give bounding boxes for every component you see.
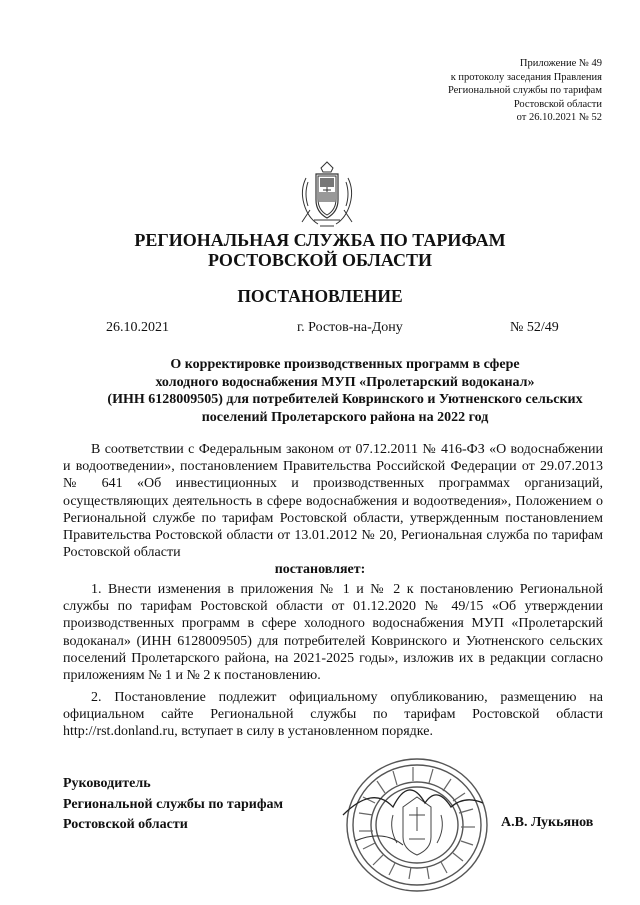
- appendix-note: [448, 57, 602, 125]
- signer-name: А.В. Лукьянов: [501, 815, 594, 830]
- appendix-line: Региональной службы по тарифам: [447, 85, 602, 97]
- document-subject: [60, 356, 630, 426]
- subject-line: О корректировке производственных программ в сфере: [170, 357, 520, 372]
- document-type: ПОСТАНОВЛЕНИЕ: [237, 286, 403, 306]
- resolution-item-2: 2. Постановление подлежит официальному опубликованию, размещению на официальном сайте Региональной службы по тарифам Ростовской области http://rst.donland.ru, вступает в силу в установленном порядке.: [63, 690, 603, 740]
- document-date: 26.10.2021: [106, 320, 169, 335]
- document-number: № 52/49: [510, 320, 559, 335]
- org-name-line1: РЕГИОНАЛЬНАЯ СЛУЖБА ПО ТАРИФАМ: [134, 230, 506, 250]
- signer-position-line: Руководитель: [63, 776, 151, 791]
- official-seal-icon: [333, 745, 501, 901]
- resolves-heading: постановляет:: [274, 562, 366, 577]
- subject-line: поселений Пролетарского района на 2022 год: [201, 409, 489, 425]
- signer-position: [63, 774, 283, 836]
- resolution-item-1: 1. Внести изменения в приложения № 1 и № 2 к постановлению Региональной службы по тарифам Ростовской области от 01.12.2020 № 49/15 «Об утверждении производственных программ в сфере холодного водоснабжения МУП «Пролетарский водоканал» (ИНН 6128009505) для потребителей Ковринского и Уютненского сельских поселений Пролетарского района, на 2021-2025 годы», изложив их в редакции согласно приложениям № 1 и № 2 к постановлению.: [63, 582, 603, 684]
- preamble-paragraph: В соответствии с Федеральным законом от 07.12.2011 № 416-ФЗ «О водоснабжении и водоотведении», постановлением Правительства Российской Федерации от 29.07.2013 № 641 «Об инвестиционных и производственных программах организаций, осуществляющих деятельность в сфере водоснабжения и водоотведения», Положением о Региональной службе по тарифам Ростовской области, утвержденным постановлением Правительства Ростовской области от 13.01.2012 № 20, Региональная служба по тарифам Ростовской области: [63, 442, 603, 561]
- appendix-line: к протоколу заседания Правления: [450, 71, 602, 83]
- signer-position-line: Региональной службы по тарифам: [63, 796, 284, 812]
- appendix-line: Приложение № 49: [519, 58, 602, 69]
- subject-line: холодного водоснабжения МУП «Пролетарский водоканал»: [155, 374, 535, 390]
- appendix-line: Ростовской области: [513, 98, 602, 110]
- coat-of-arms-icon: [296, 160, 358, 230]
- document-city: г. Ростов-на-Дону: [297, 320, 403, 335]
- subject-line: (ИНН 6128009505) для потребителей Ковринского и Уютненского сельских: [107, 392, 583, 407]
- org-name-line2: РОСТОВСКОЙ ОБЛАСТИ: [208, 250, 432, 270]
- appendix-line: от 26.10.2021 № 52: [516, 112, 602, 124]
- signer-position-line: Ростовской области: [63, 817, 188, 832]
